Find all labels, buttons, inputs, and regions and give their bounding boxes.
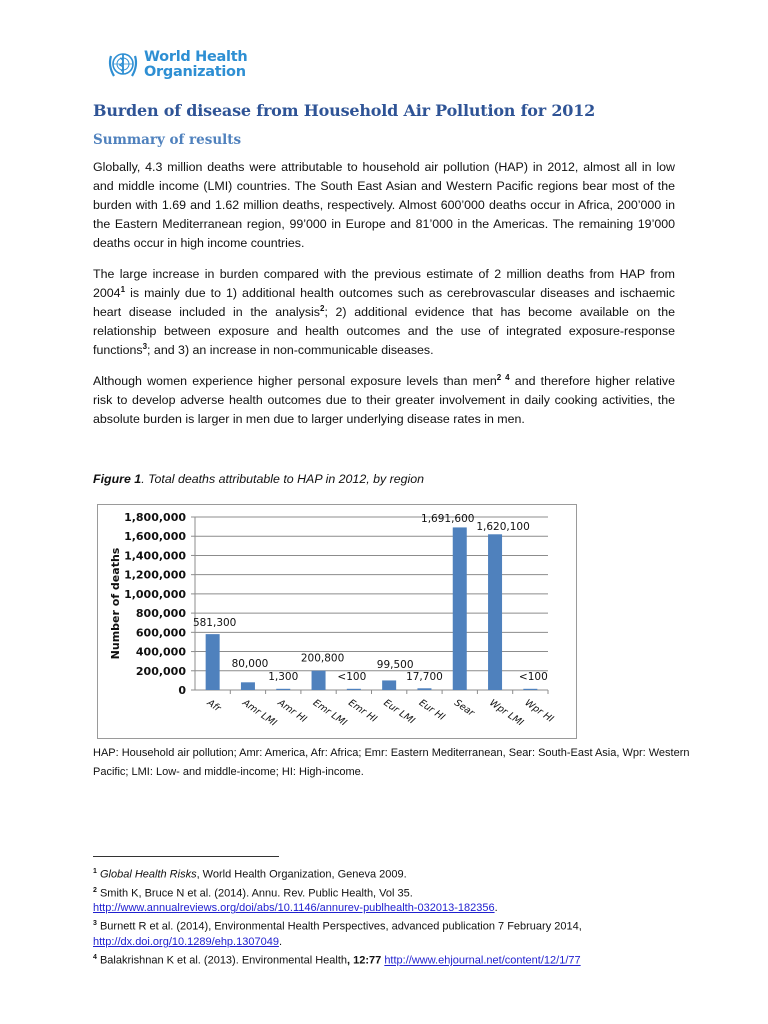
document-title: Burden of disease from Household Air Pollution for 2012 — [93, 101, 596, 120]
text-run: ; and 3) an increase in non-communicable diseases. — [147, 343, 434, 357]
footnotes — [93, 864, 693, 969]
text-run: Although women experience higher personal exposure levels than men — [93, 374, 497, 388]
data-label: 1,300 — [268, 671, 299, 683]
y-tick-label: 800,000 — [135, 607, 186, 621]
data-label: <100 — [518, 671, 548, 683]
y-axis-title: Number of deaths — [109, 547, 122, 660]
text-run: is mainly due to 1) additional health outcomes such as cerebrovascular diseases and ischaemic heart disease included in the analysis — [93, 286, 675, 319]
paragraph-summary: Globally, 4.3 million deaths were attributable to household air pollution (HAP) in 2012, almost all in low and middle income (LMI) countries. The South East Asian and Western Pacific regions bear most of the burden with 1.69 and 1.62 million deaths, respectively. Almost 600’000 deaths occur in Africa, 200’000 in the Eastern Mediterranean region, 99’000 in Europe and 81’000 in the Americas. The remaining 19’000 deaths occur in high income countries. — [93, 160, 675, 250]
footnote-3-link-line: http://dx.doi.org/10.1289/ehp.1307049. — [93, 935, 282, 948]
footnote-3 — [93, 916, 693, 935]
text-run: The large increase in burden compared with the previous estimate of 2 million deaths from HAP from 2004 — [93, 267, 675, 300]
x-tick-label: Amr HI — [275, 697, 309, 726]
bar-wpr-lmi — [488, 534, 502, 690]
citation-text: , World Health Organization, Geneva 2009. — [196, 868, 407, 881]
x-tick-label: Amr LMI — [240, 697, 279, 729]
footnote-number: 2 — [93, 886, 97, 894]
x-tick-label: Emr HI — [346, 697, 379, 725]
y-tick-label: 400,000 — [135, 645, 186, 659]
data-label: 99,500 — [376, 658, 414, 671]
bar-amr-hi — [276, 689, 290, 690]
bar-sear — [453, 527, 467, 690]
who-logo — [106, 46, 247, 84]
bar-chart — [97, 504, 575, 738]
footnote-number: 1 — [93, 868, 97, 875]
x-tick-label: Wpr LMI — [487, 697, 526, 729]
text-run: and therefore higher relative risk to develop adverse health outcomes due to their greater involvement in daily cooking activities, the absolute burden is larger in men due to larger underlying disease rates in men. — [93, 374, 675, 426]
footnote-4 — [93, 950, 693, 969]
bar-emr-lmi — [312, 671, 326, 690]
y-tick-label: 1,800,000 — [124, 511, 186, 524]
x-tick-label: Wpr HI — [522, 697, 556, 725]
abbreviations-note: HAP: Household air pollution; Amr: America, Afr: Africa; Emr: Eastern Mediterranean, Sear: South-East Asia, Wpr: Western Pacific; LMI: Low- and middle-income; HI: High-income. — [93, 747, 690, 778]
y-tick-label: 1,600,000 — [124, 530, 186, 544]
footnote-separator — [93, 856, 279, 857]
x-tick-label: Sear — [452, 697, 477, 719]
footnote-ref[interactable]: 1 — [120, 284, 126, 294]
y-tick-label: 1,000,000 — [124, 587, 186, 601]
footnote-1 — [93, 864, 693, 883]
section-heading: Summary of results — [93, 132, 242, 148]
bar-eur-lmi — [382, 680, 396, 690]
paragraph-increase — [93, 265, 675, 360]
logo-line-1: World Health — [144, 49, 248, 65]
paragraph-gender — [93, 372, 675, 429]
figure-label: Figure 1 — [93, 472, 142, 486]
data-label: 581,300 — [192, 617, 237, 630]
citation-text: Balakrishnan K et al. (2013). Environmental Health — [99, 954, 347, 967]
bar-afr — [206, 634, 220, 690]
footnote-ref[interactable]: 2 4 — [496, 372, 510, 382]
un-emblem-icon — [106, 46, 140, 84]
data-label: <100 — [337, 671, 367, 683]
y-tick-label: 1,200,000 — [124, 568, 186, 582]
citation-link[interactable]: http://dx.doi.org/10.1289/ehp.1307049 — [93, 935, 279, 948]
citation-title: Global Health Risks — [99, 868, 197, 881]
bar-wpr-hi — [523, 689, 537, 690]
citation-link[interactable]: http://www.ehjournal.net/content/12/1/77 — [384, 954, 581, 967]
data-label: 17,700 — [406, 671, 443, 683]
text-run: ; 2) additional evidence that has become available on the relationship between exposure and health outcomes and the use of integrated exposure-response functions — [93, 305, 676, 357]
data-label: 80,000 — [231, 657, 269, 670]
x-tick-label: Afr — [204, 697, 223, 715]
citation-link[interactable]: http://www.annualreviews.org/doi/abs/10.1146/annurev-publhealth-032013-182356 — [93, 902, 495, 915]
bar-eur-hi — [417, 688, 431, 690]
bar-amr-lmi — [241, 682, 255, 690]
footnote-2-link-line: http://www.annualreviews.org/doi/abs/10.1146/annurev-publhealth-032013-182356. — [93, 902, 498, 915]
data-label: 200,800 — [300, 652, 345, 665]
footnote-number: 3 — [93, 920, 97, 928]
footnote-ref[interactable]: 3 — [142, 341, 148, 351]
footnote-2 — [93, 883, 693, 902]
y-tick-label: 600,000 — [135, 626, 186, 640]
bar-emr-hi — [347, 689, 361, 690]
y-tick-label: 0 — [178, 684, 186, 697]
citation-volume: , 12:77 — [347, 954, 382, 967]
data-label: 1,691,600 — [421, 513, 475, 525]
figure-caption-text: . Total deaths attributable to HAP in 2012, by region — [141, 472, 425, 486]
citation-text: Smith K, Bruce N et al. (2014). Annu. Rev. Public Health, Vol 35. — [99, 887, 413, 900]
x-tick-label: Eur HI — [416, 697, 447, 724]
data-label: 1,620,100 — [476, 521, 530, 533]
x-tick-label: Emr LMI — [310, 697, 349, 729]
figure-caption — [93, 472, 424, 486]
footnote-ref[interactable]: 2 — [319, 303, 325, 313]
y-tick-label: 1,400,000 — [124, 549, 186, 563]
logo-line-2: Organization — [144, 64, 246, 80]
citation-text: Burnett R et al. (2014), Environmental Health Perspectives, advanced publication 7 February 2014, — [99, 920, 582, 933]
footnote-number: 4 — [93, 953, 97, 961]
y-tick-label: 200,000 — [135, 664, 186, 678]
x-tick-label: Eur LMI — [381, 697, 417, 727]
